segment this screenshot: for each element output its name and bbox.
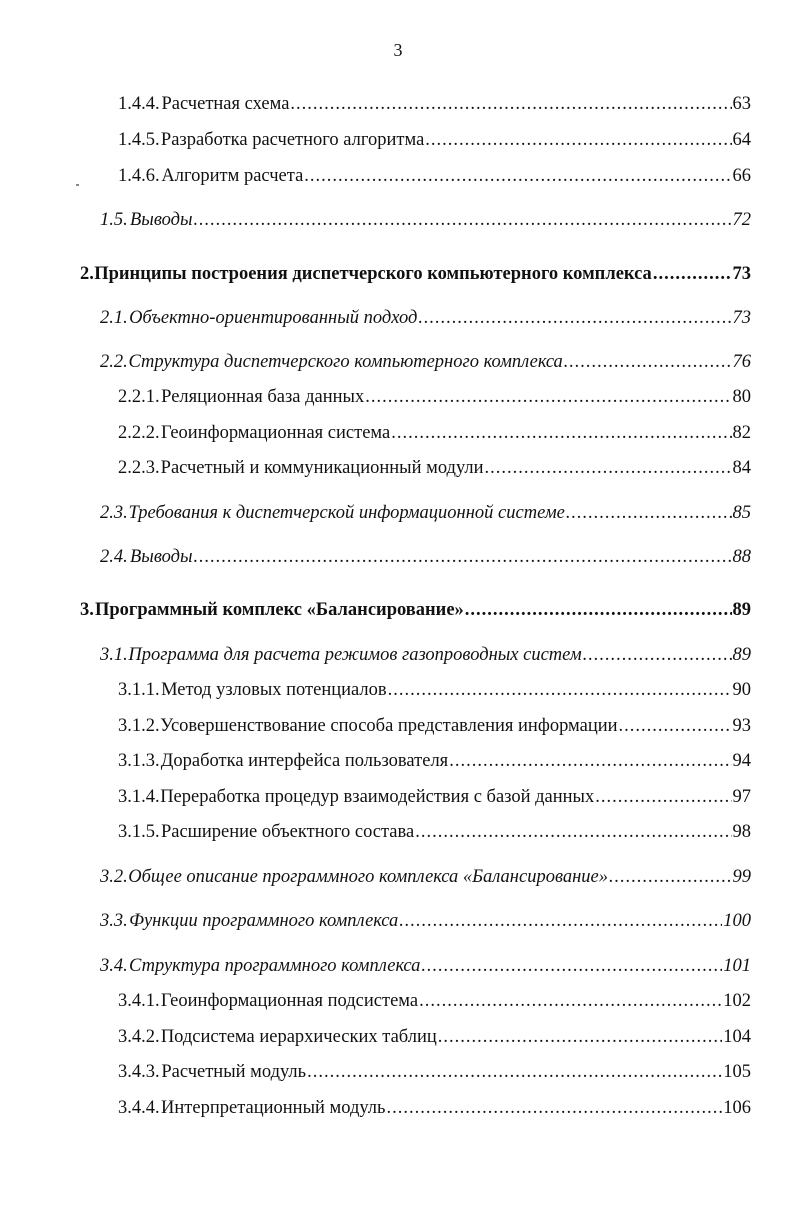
toc-entry-page: 63 <box>732 94 751 114</box>
toc-entry-title: Переработка процедур взаимодействия с базой данных <box>160 787 595 807</box>
toc-entry-1-5[interactable] <box>100 209 751 231</box>
toc-entry-number: 2.3. <box>100 503 128 523</box>
toc-entry-1-4-6[interactable] <box>118 165 751 187</box>
toc-entry-title: Метод узловых потенциалов <box>161 680 387 700</box>
toc-entry-number: 3.4. <box>100 956 128 976</box>
toc-entry-3-4[interactable] <box>100 955 751 977</box>
toc-entry-number: 3.4.4. <box>118 1098 160 1118</box>
toc-entry-number: 3.1. <box>100 645 128 665</box>
toc-entry-number: 2.1. <box>100 308 128 328</box>
dot-leader <box>388 679 732 701</box>
toc-entry-page: 76 <box>732 352 751 372</box>
toc-entry-page: 102 <box>723 991 751 1011</box>
toc-entry-number: 3. <box>80 600 94 620</box>
dot-leader <box>307 1061 722 1083</box>
toc-entry-2-2-3[interactable] <box>118 457 751 479</box>
toc-entry-number: 3.1.3. <box>118 751 160 771</box>
toc-entry-title: Выводы <box>129 210 193 230</box>
toc-entry-title: Разработка расчетного алгоритма <box>160 130 425 150</box>
dot-leader <box>421 955 722 977</box>
dot-leader <box>609 866 732 888</box>
toc-entry-number: 3.3. <box>100 911 128 931</box>
toc-entry-3-1-5[interactable] <box>118 821 751 843</box>
toc-entry-number: 3.1.4. <box>118 787 160 807</box>
toc-entry-title: Подсистема иерархических таблиц <box>160 1027 437 1047</box>
toc-entry-number: 2.2. <box>100 352 128 372</box>
toc-entry-page: 88 <box>732 547 751 567</box>
toc-entry-number: 3.4.3. <box>118 1062 160 1082</box>
toc-entry-title: Усовершенствование способа представления информации <box>160 716 618 736</box>
toc-entry-number: 1.5. <box>100 210 128 230</box>
toc-entry-title: Требования к диспетчерской информационной системе <box>128 503 565 523</box>
toc-entry-title: Реляционная база данных <box>161 387 365 407</box>
toc-entry-page: 85 <box>732 503 751 523</box>
dot-leader <box>386 1097 722 1119</box>
toc-entry-1-4-5[interactable] <box>118 129 751 151</box>
page-number: 3 <box>393 40 403 60</box>
toc-entry-page: 66 <box>732 166 751 186</box>
toc-entry-2-2-2[interactable] <box>118 422 751 444</box>
toc-entry-title: Функции программного комплекса <box>129 911 399 931</box>
dot-leader <box>449 750 731 772</box>
toc-entry-2-1[interactable] <box>100 307 751 329</box>
toc-entry-3-1-4[interactable] <box>118 786 751 808</box>
toc-entry-title: Расчетный модуль <box>161 1062 307 1082</box>
toc-entry-3-4-4[interactable] <box>118 1097 751 1119</box>
toc-entry-3-1-3[interactable] <box>118 750 751 772</box>
toc-entry-number: 3.1.1. <box>118 680 160 700</box>
toc-entry-number: 2. <box>80 264 94 284</box>
toc-entry-2-2[interactable] <box>100 351 751 373</box>
toc-entry-page: 64 <box>732 130 751 150</box>
dot-leader <box>425 129 731 151</box>
toc-entry-title: Программный комплекс «Балансирование» <box>94 600 464 620</box>
toc-entry-number: 2.2.1. <box>118 387 160 407</box>
toc-entry-page: 84 <box>732 458 751 478</box>
dot-leader <box>391 422 731 444</box>
dot-leader <box>194 209 732 231</box>
dot-leader <box>485 457 732 479</box>
toc-entry-title: Программа для расчета режимов газопроводных систем <box>128 645 582 665</box>
dot-leader <box>653 263 732 285</box>
toc-entry-3-1[interactable] <box>100 644 751 666</box>
toc-entry-3-4-3[interactable] <box>118 1061 751 1083</box>
toc-entry-page: 73 <box>732 264 751 284</box>
toc-entry-page: 99 <box>732 867 751 887</box>
toc-entry-2-2-1[interactable] <box>118 386 751 408</box>
dot-leader <box>619 715 732 737</box>
toc-entry-page: 104 <box>723 1027 751 1047</box>
toc-entry-title: Доработка интерфейса пользователя <box>160 751 449 771</box>
toc-entry-page: 94 <box>732 751 751 771</box>
toc-entry-number: 2.4. <box>100 547 128 567</box>
toc-entry-3-1-2[interactable] <box>118 715 751 737</box>
dot-leader <box>418 307 731 329</box>
toc-entry-page: 105 <box>723 1062 751 1082</box>
toc-entry-page: 97 <box>732 787 751 807</box>
toc-entry-title: Расчетная схема <box>161 94 290 114</box>
toc-entry-number: 1.4.6. <box>118 166 160 186</box>
toc-entry-number: 1.4.5. <box>118 130 160 150</box>
dot-leader <box>595 786 731 808</box>
dot-leader <box>564 351 732 373</box>
dot-leader <box>399 910 722 932</box>
toc-entry-title: Геоинформационная подсистема <box>160 991 419 1011</box>
toc-entry-3-3[interactable] <box>100 910 751 932</box>
toc-entry-title: Структура программного комплекса <box>129 956 421 976</box>
toc-entry-title: Объектно-ориентированный подход <box>129 308 418 328</box>
toc-entry-page: 89 <box>732 645 751 665</box>
toc-entry-title: Общее описание программного комплекса «Балансирование» <box>128 867 608 887</box>
toc-entry-number: 3.1.5. <box>118 822 160 842</box>
dot-leader <box>194 546 732 568</box>
toc-entry-page: 73 <box>732 308 751 328</box>
toc-entry-page: 90 <box>732 680 751 700</box>
toc-entry-title: Расчетный и коммуникационный модули <box>160 458 484 478</box>
toc-entry-number: 2.2.2. <box>118 423 160 443</box>
toc-entry-page: 80 <box>732 387 751 407</box>
toc-entry-number: 3.4.1. <box>118 991 160 1011</box>
dot-leader <box>365 386 731 408</box>
toc-entry-3-1-1[interactable] <box>118 679 751 701</box>
toc-entry-page: 100 <box>723 911 751 931</box>
dot-leader <box>304 165 731 187</box>
toc-entry-number: 3.1.2. <box>118 716 160 736</box>
toc-entry-title: Принципы построения диспетчерского компьютерного комплекса <box>94 264 652 284</box>
scan-speck <box>76 184 79 186</box>
toc-entry-page: 98 <box>732 822 751 842</box>
toc-entry-number: 3.2. <box>100 867 128 887</box>
toc-entry-2[interactable] <box>80 263 751 285</box>
toc-entry-2-4[interactable] <box>100 546 751 568</box>
toc-entry-title: Расширение объектного состава <box>160 822 415 842</box>
dot-leader <box>438 1026 722 1048</box>
dot-leader <box>465 599 732 621</box>
dot-leader <box>583 644 732 666</box>
toc-entry-3[interactable] <box>80 599 751 621</box>
toc-entry-title: Геоинформационная система <box>161 423 391 443</box>
toc-entry-title: Интерпретационный модуль <box>161 1098 386 1118</box>
toc-entry-page: 93 <box>732 716 751 736</box>
toc-entry-title: Алгоритм расчета <box>161 166 304 186</box>
toc-entry-number: 1.4.4. <box>118 94 160 114</box>
toc-entry-page: 101 <box>723 956 751 976</box>
dot-leader <box>415 821 731 843</box>
toc-entry-3-4-1[interactable] <box>118 990 751 1012</box>
toc-entry-page: 106 <box>723 1098 751 1118</box>
toc-entry-3-4-2[interactable] <box>118 1026 751 1048</box>
dot-leader <box>290 93 731 115</box>
toc-entry-2-3[interactable] <box>100 502 751 524</box>
dot-leader <box>419 990 722 1012</box>
toc-entry-title: Структура диспетчерского компьютерного комплекса <box>128 352 563 372</box>
toc-entry-page: 89 <box>732 600 751 620</box>
toc-entry-title: Выводы <box>129 547 193 567</box>
toc-entry-1-4-4[interactable] <box>118 93 751 115</box>
toc-entry-number: 2.2.3. <box>118 458 160 478</box>
toc-entry-page: 82 <box>732 423 751 443</box>
dot-leader <box>566 502 732 524</box>
toc-entry-page: 72 <box>732 210 751 230</box>
toc-entry-3-2[interactable] <box>100 866 751 888</box>
toc-entry-number: 3.4.2. <box>118 1027 160 1047</box>
